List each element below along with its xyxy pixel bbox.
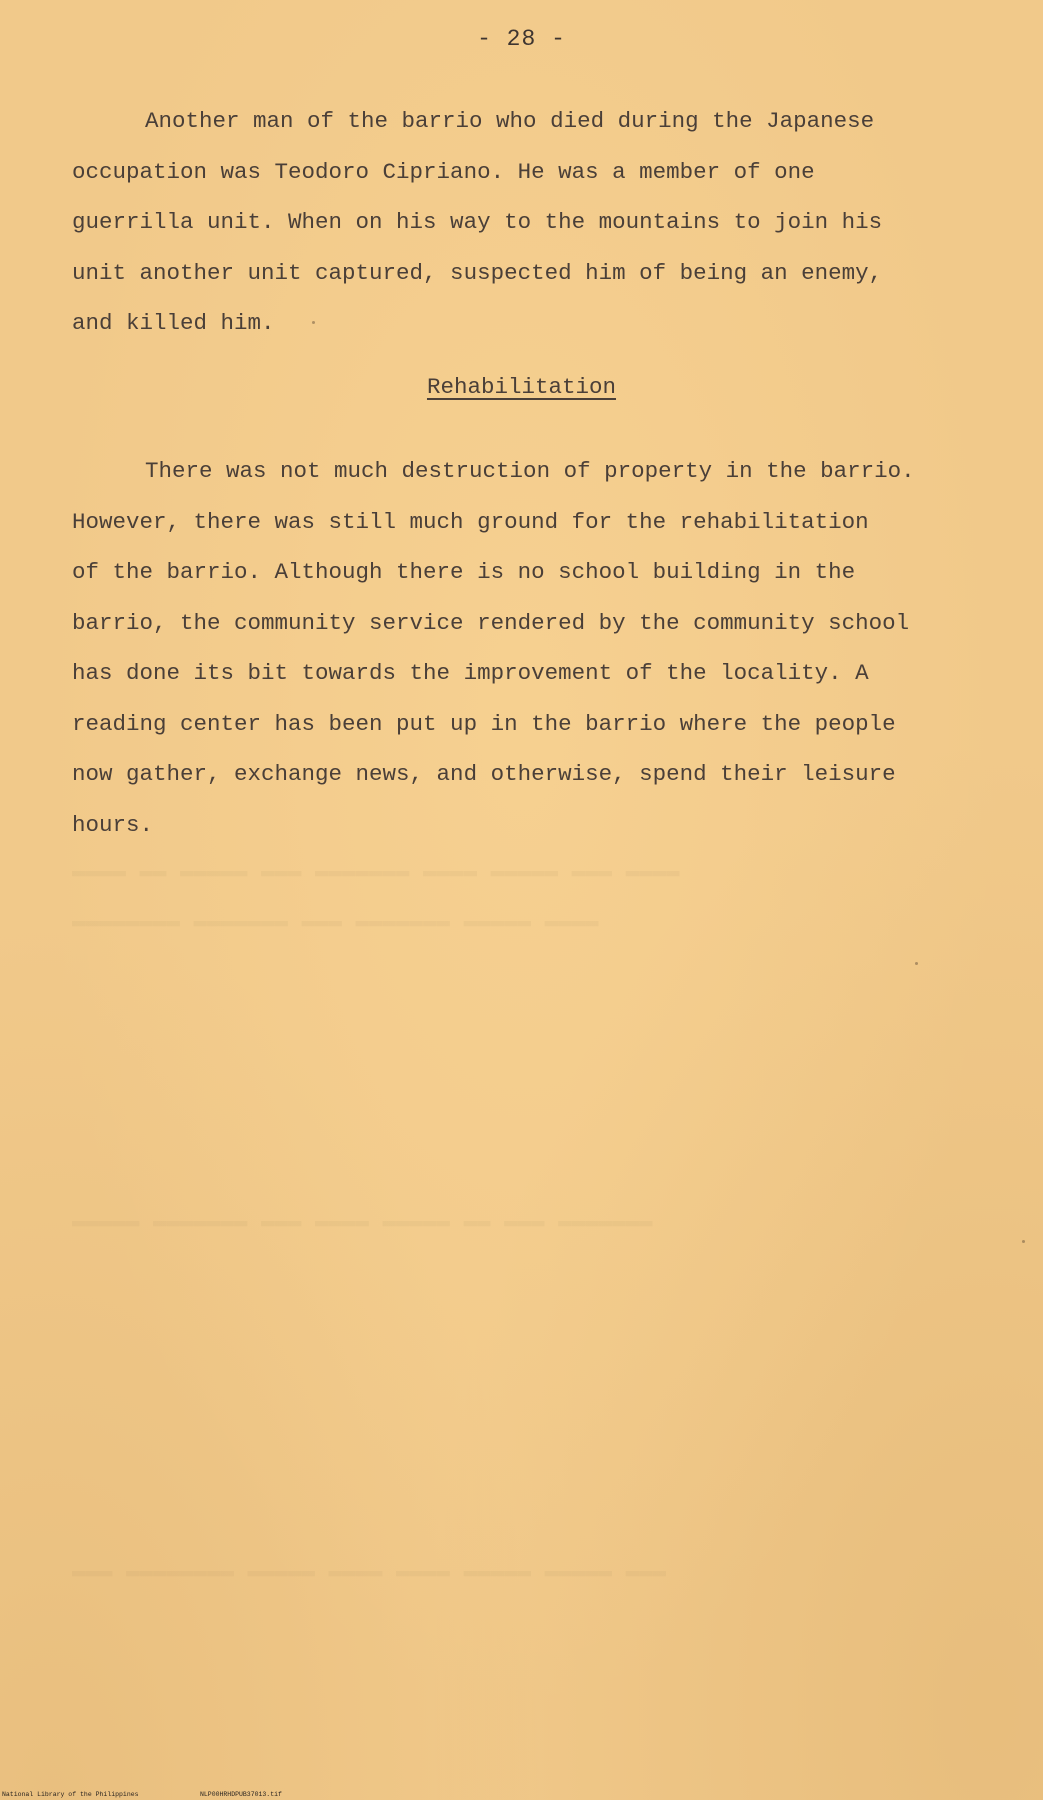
file-name: NLP00HRHDPUB37013.tif	[200, 1791, 282, 1798]
paper-speck	[1022, 1240, 1025, 1243]
paragraph-line: However, there was still much ground for the rehabilitation	[72, 508, 869, 535]
paragraph-line: occupation was Teodoro Cipriano. He was a member of one	[72, 158, 815, 185]
page-number: - 28 -	[477, 26, 566, 52]
paragraph-japanese-occupation	[72, 96, 1002, 349]
paragraph-line: reading center has been put up in the barrio where the people	[72, 710, 896, 737]
section-heading	[0, 374, 1043, 400]
paragraph-line: now gather, exchange news, and otherwise, spend their leisure	[72, 761, 896, 787]
library-credit: National Library of the Philippines	[2, 1791, 139, 1798]
section-heading-text: Rehabilitation	[426, 374, 617, 400]
paragraph-line: hours.	[72, 811, 154, 838]
bleed-through-text: ▬▬▬▬▬ ▬▬▬▬▬▬▬ ▬▬▬ ▬▬▬▬ ▬▬▬▬▬ ▬▬ ▬▬▬ ▬▬▬▬▬▬▬	[72, 1208, 653, 1234]
paragraph-line: barrio, the community service rendered by the community school	[72, 609, 910, 636]
paper-speck	[915, 962, 918, 965]
paragraph-line: Another man of the barrio who died during the Japanese	[145, 108, 875, 134]
bleed-through-text: ▬▬▬▬ ▬▬ ▬▬▬▬▬ ▬▬▬ ▬▬▬▬▬▬▬ ▬▬▬▬ ▬▬▬▬▬ ▬▬▬ ▬▬▬▬	[72, 858, 680, 884]
paragraph-line: There was not much destruction of property in the barrio.	[145, 458, 915, 484]
paragraph-line: guerrilla unit. When on his way to the mountains to join his	[72, 209, 883, 235]
paragraph-rehabilitation	[72, 446, 1002, 850]
paragraph-line: unit another unit captured, suspected him of being an enemy,	[72, 259, 883, 286]
bleed-through-text: ▬▬▬ ▬▬▬▬▬▬▬▬ ▬▬▬▬▬ ▬▬▬▬ ▬▬▬▬ ▬▬▬▬▬ ▬▬▬▬▬ ▬▬▬	[72, 1558, 667, 1584]
paragraph-line: and killed him.	[72, 310, 275, 336]
paragraph-line: has done its bit towards the improvement of the locality. A	[72, 660, 869, 686]
bleed-through-text: ▬▬▬▬▬▬▬▬ ▬▬▬▬▬▬▬ ▬▬▬ ▬▬▬▬▬▬▬ ▬▬▬▬▬ ▬▬▬▬	[72, 908, 599, 934]
paper-speck	[312, 321, 315, 324]
paragraph-line: of the barrio. Although there is no school building in the	[72, 559, 856, 585]
